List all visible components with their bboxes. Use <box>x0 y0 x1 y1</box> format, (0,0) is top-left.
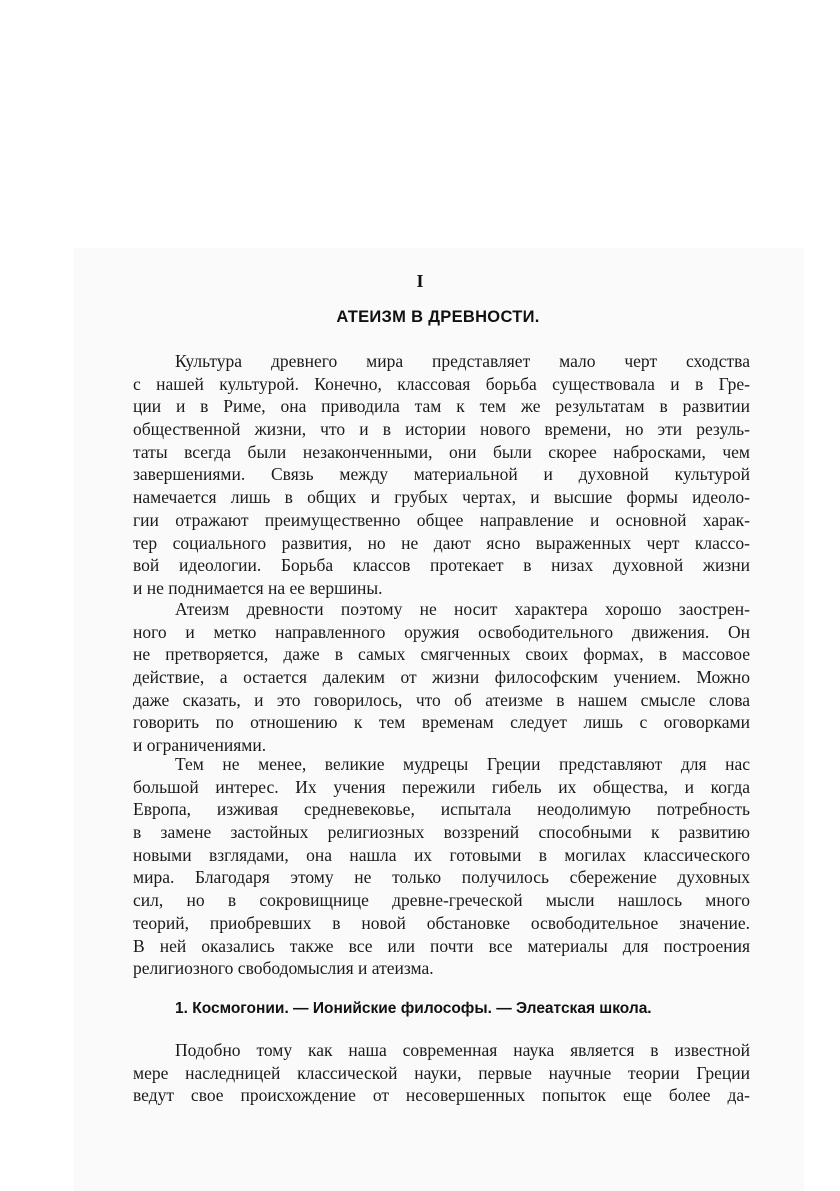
text-line: теорий, приобревших в новой обстановке освободительное значение. <box>133 912 750 933</box>
text-line: гии отражают преимущественно общее направление и основной харак- <box>133 509 750 530</box>
text-line: мира. Благодаря этому не только получилось сбережение духовных <box>133 867 750 888</box>
text-line: большой интерес. Их учения пережили гибель их общества, и когда <box>133 776 750 797</box>
text-line: мере наследницей классической науки, первые научные теории Греции <box>133 1062 750 1083</box>
text-line: религиозного свободомыслия и атеизма. <box>133 958 434 979</box>
text-line: новыми взглядами, она нашла их готовыми в могилах классического <box>133 844 750 865</box>
text-line: ции и в Риме, она приводила там к тем же результатам в развитии <box>133 396 750 417</box>
paragraph-3 <box>133 753 750 980</box>
text-line: общественной жизни, что и в истории нового времени, но эти резуль- <box>133 419 750 440</box>
paragraph-2 <box>133 598 750 757</box>
text-line: не претворяется, даже в самых смягченных своих формах, в массовое <box>133 644 750 665</box>
text-line: действие, а остается далеким от жизни философским учением. Можно <box>133 667 750 688</box>
text-line: в замене застойных религиозных воззрений способными к развитию <box>133 822 750 843</box>
text-line: Культура древнего мира представляет мало черт сходства <box>175 351 750 371</box>
text-line: вой идеологии. Борьба классов протекает в низах духовной жизни <box>133 555 750 576</box>
text-line: с нашей культурой. Конечно, классовая борьба существовала и в Гре- <box>133 373 750 394</box>
paragraph-1 <box>133 350 750 600</box>
text-line: Тем не менее, великие мудрецы Греции представляют для нас <box>175 754 750 774</box>
text-line: Подобно тому как наша современная наука является в известной <box>175 1040 750 1060</box>
text-line: тер социального развития, но не дают ясно выраженных черт классо- <box>133 532 750 553</box>
text-line: сил, но в сокровищнице древне-греческой мысли нашлось много <box>133 890 750 911</box>
section-heading: 1. Космогонии. — Ионийские философы. — Элеатская школа. <box>175 1000 652 1017</box>
text-line: ного и метко направленного оружия освободительного движения. Он <box>133 621 750 642</box>
text-line: В ней оказались также все или почти все материалы для построения <box>133 935 750 956</box>
text-line: и не поднимается на ее вершины. <box>133 577 383 598</box>
text-line: ведут свое происхождение от несовершенных попыток еще более да- <box>133 1085 750 1106</box>
text-line: говорить по отношению к тем временам следует лишь с оговорками <box>133 712 750 733</box>
text-line: таты всегда были незаконченными, они были скорее набросками, чем <box>133 441 750 462</box>
chapter-title: АТЕИЗМ В ДРЕВНОСТИ. <box>336 308 540 326</box>
text-line: даже сказать, и это говорилось, что об атеизме в нашем смысле слова <box>133 689 750 710</box>
text-line: Атеизм древности поэтому не носит характера хорошо заострен- <box>175 599 750 619</box>
text-line: и ограничениями. <box>133 735 267 756</box>
text-line: Европа, изживая средневековье, испытала неодолимую потребность <box>133 799 750 820</box>
chapter-number: I <box>416 271 424 291</box>
text-line: завершениями. Связь между материальной и духовной культурой <box>133 464 750 485</box>
text-line: намечается лишь в общих и грубых чертах, и высшие формы идеоло- <box>133 487 750 508</box>
section-paragraph <box>133 1039 750 1107</box>
